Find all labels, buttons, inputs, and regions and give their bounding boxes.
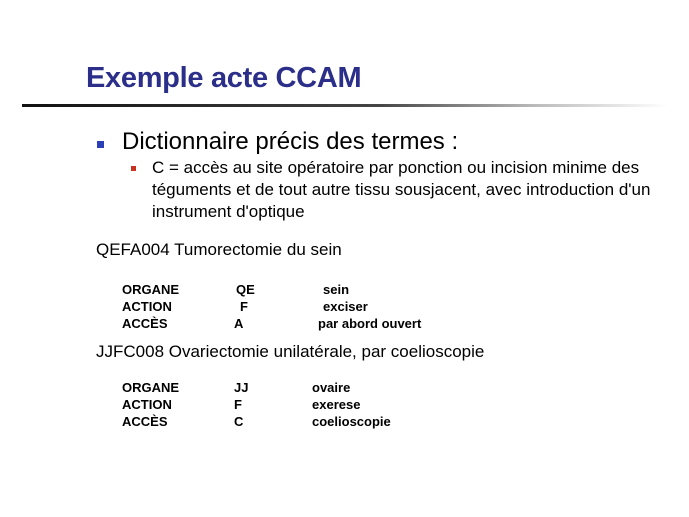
title-underline [22,104,668,107]
row-label: ACCÈS [122,316,168,331]
bullet-level2-text: C = accès au site opératoire par ponction ou incision minime des téguments et de tout autre tissu sousjacent, avec introduction d'un instrument d'optique [152,158,651,221]
row-code: A [234,316,244,331]
row-code: F [240,299,248,314]
row-code: F [234,397,242,412]
table-row [122,298,421,315]
row-meaning: exciser [323,299,368,314]
slide-title: Exemple acte CCAM [86,62,362,94]
example1-table [122,281,421,332]
row-label: ORGANE [122,282,180,297]
table-row [122,413,391,430]
row-meaning: coelioscopie [312,414,391,429]
row-code: QE [236,282,255,297]
row-meaning: sein [323,282,350,297]
row-code: C [234,414,244,429]
row-label: ACCÈS [122,414,168,429]
row-meaning: exerese [312,397,361,412]
table-row [122,281,421,298]
row-meaning: ovaire [312,380,351,395]
table-row [122,396,391,413]
row-label: ORGANE [122,380,180,395]
example1-heading: QEFA004 Tumorectomie du sein [96,240,342,259]
row-label: ACTION [122,299,172,314]
row-meaning: par abord ouvert [318,316,422,331]
example2-table [122,379,391,430]
row-code: JJ [234,380,249,395]
row-label: ACTION [122,397,172,412]
table-row [122,379,391,396]
bullet-level1-text: Dictionnaire précis des termes : [122,128,459,155]
small-square-bullet-icon [131,166,136,171]
square-bullet-icon [97,141,104,148]
table-row [122,315,421,332]
example2-heading: JJFC008 Ovariectomie unilatérale, par coelioscopie [96,342,485,361]
